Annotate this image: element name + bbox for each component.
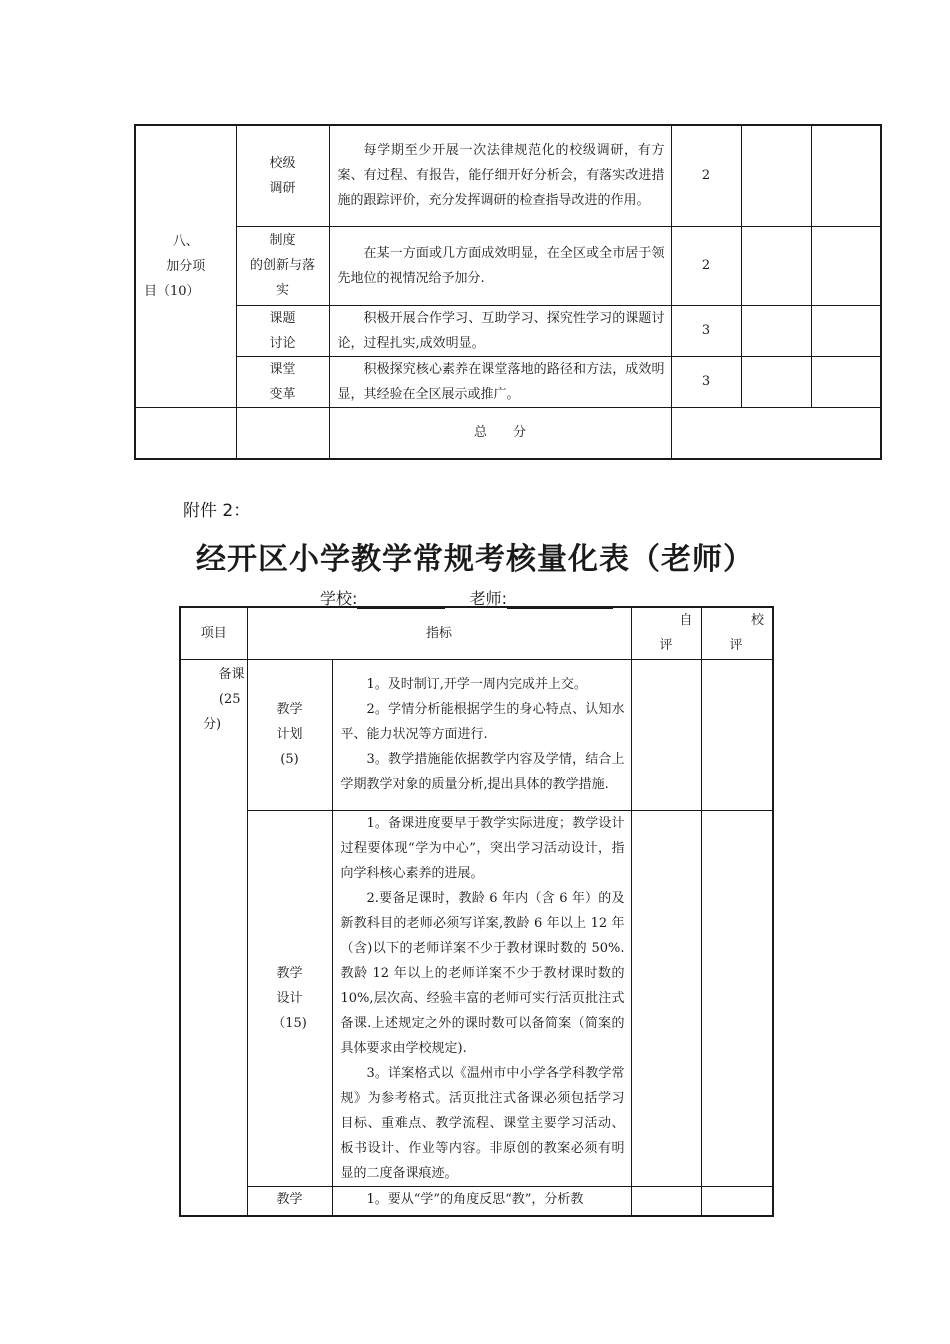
- total-score-cell: [671, 407, 881, 459]
- bonus-category-cell: [135, 125, 236, 407]
- desc-cell: [329, 125, 671, 226]
- bonus-category-line: 目（10）: [144, 283, 200, 299]
- sub-item-label: 计划: [276, 727, 303, 742]
- sub-item-label: (5): [280, 752, 299, 767]
- indicator-text: 3。详案格式以《温州市中小学各学科教学常规》为参考格式。活页批注式备课必须包括学习目标、重难点、教学流程、课堂主要学习活动、板书设计、作业等内容。非原创的教案必须有明显的二度备课痕迹。: [340, 1065, 625, 1181]
- indicator-text: 2.要备足课时，教龄 6 年内（含 6 年）的及新教科目的老师必须写详案,教龄 6 年以上 12 年（含)以下的老师详案不少于教材课时数的 50%.教龄 12 年以上的老师详案不少于教材课时数的 10%,层次高、经验丰富的老师可实行活页批注式备课.上述规定之外的课时数可以备简案（简案的具体要求由学校规定).: [340, 890, 625, 1056]
- total-label: 总 分: [329, 407, 671, 459]
- desc-cell: [329, 305, 671, 356]
- desc-text: 在某一方面或几方面成效明显，在全区或全市居于领先地位的视情况给予加分.: [337, 245, 665, 286]
- sub-item-cell: [247, 1186, 332, 1216]
- school-eval-cell: [811, 305, 881, 356]
- indicator-cell: [332, 810, 631, 1186]
- self-eval-cell: [741, 305, 811, 356]
- sub-item-label: 教学: [276, 1191, 303, 1207]
- sub-item-label: 设计: [276, 990, 303, 1006]
- category-line: 分): [203, 716, 222, 732]
- header-item: 项目: [180, 607, 247, 659]
- indicator-cell: [332, 659, 631, 810]
- score-cell: 3: [671, 356, 741, 407]
- school-eval-cell: [701, 810, 773, 1186]
- sub-item-cell: [247, 810, 332, 1186]
- self-eval-cell: [631, 810, 701, 1186]
- header-school-line: 评: [729, 638, 743, 654]
- page-title: 经开区小学教学常规考核量化表（老师）: [196, 542, 754, 577]
- self-eval-cell: [741, 125, 811, 226]
- item-cell: [236, 356, 329, 407]
- indicator-text: 3。教学措施能依据教学内容及学情，结合上学期教学对象的质量分析,提出具体的教学措施.: [340, 752, 625, 792]
- empty-cell: [135, 407, 236, 459]
- item-label: 讨论: [269, 335, 296, 351]
- header-self-eval: [631, 607, 701, 659]
- sub-item-cell: [247, 659, 332, 810]
- indicator-text: 1。及时制订,开学一周内完成并上交。: [366, 677, 587, 692]
- school-eval-cell: [701, 1186, 773, 1216]
- self-eval-cell: [741, 356, 811, 407]
- category-line: (25: [218, 691, 241, 707]
- teacher-label: 老师:: [469, 589, 507, 608]
- self-eval-cell: [631, 659, 701, 810]
- item-cell: [236, 305, 329, 356]
- sub-item-label: 教学: [276, 965, 303, 981]
- category-cell: [180, 659, 247, 1216]
- self-eval-cell: [741, 226, 811, 305]
- teacher-assessment-table: [179, 606, 774, 1217]
- desc-text: 积极开展合作学习、互助学习、探究性学习的课题讨论，过程扎实,成效明显。: [337, 310, 665, 351]
- desc-text: 积极探究核心素养在课堂落地的路径和方法，成效明显，其经验在全区展示或推广。: [337, 361, 665, 402]
- school-eval-cell: [811, 356, 881, 407]
- bonus-category-line: 加分项: [166, 258, 206, 274]
- item-cell: [236, 226, 329, 305]
- bonus-score-table: [134, 124, 882, 460]
- header-self-line: 自: [679, 613, 693, 629]
- school-eval-cell: [701, 659, 773, 810]
- score-cell: 2: [671, 125, 741, 226]
- indicator-text: 1。备课进度要早于教学实际进度；教学设计过程要体现“学为中心”，突出学习活动设计，指向学科核心素养的进展。: [340, 815, 625, 881]
- score-cell: 3: [671, 305, 741, 356]
- desc-cell: [329, 226, 671, 305]
- indicator-text: 1。要从“学”的角度反思“教”，分析教: [366, 1191, 584, 1207]
- item-label: 校级: [269, 155, 296, 171]
- school-eval-cell: [811, 226, 881, 305]
- score-cell: 2: [671, 226, 741, 305]
- empty-cell: [236, 407, 329, 459]
- header-indicator: 指标: [247, 607, 631, 659]
- desc-cell: [329, 356, 671, 407]
- item-label: 实: [275, 283, 289, 298]
- header-school-line: 校: [751, 613, 765, 629]
- category-line: 备课: [218, 666, 245, 682]
- indicator-cell: [332, 1186, 631, 1216]
- item-label: 课堂: [269, 361, 296, 377]
- desc-text: 每学期至少开展一次法律规范化的校级调研，有方案、有过程、有报告，能仔细开好分析会，有落实改进措施的跟踪评价，充分发挥调研的检查指导改进的作用。: [337, 143, 665, 209]
- school-label: 学校:: [320, 589, 358, 608]
- header-self-line: 评: [659, 638, 673, 654]
- indicator-text: 2。学情分析能根据学生的身心特点、认知水平、能力状况等方面进行.: [340, 702, 625, 742]
- school-eval-cell: [811, 125, 881, 226]
- attachment-label: 附件 2：: [183, 501, 251, 521]
- item-label: 调研: [269, 180, 296, 196]
- item-label: 的创新与落: [249, 258, 315, 273]
- bonus-category-line: 八、: [172, 233, 199, 249]
- item-label: 课题: [269, 310, 296, 326]
- self-eval-cell: [631, 1186, 701, 1216]
- sub-item-label: 教学: [276, 702, 303, 717]
- sub-item-label: （15): [272, 1015, 307, 1031]
- item-label: 制度: [269, 233, 296, 248]
- item-cell: [236, 125, 329, 226]
- item-label: 变革: [269, 386, 296, 402]
- header-school-eval: [701, 607, 773, 659]
